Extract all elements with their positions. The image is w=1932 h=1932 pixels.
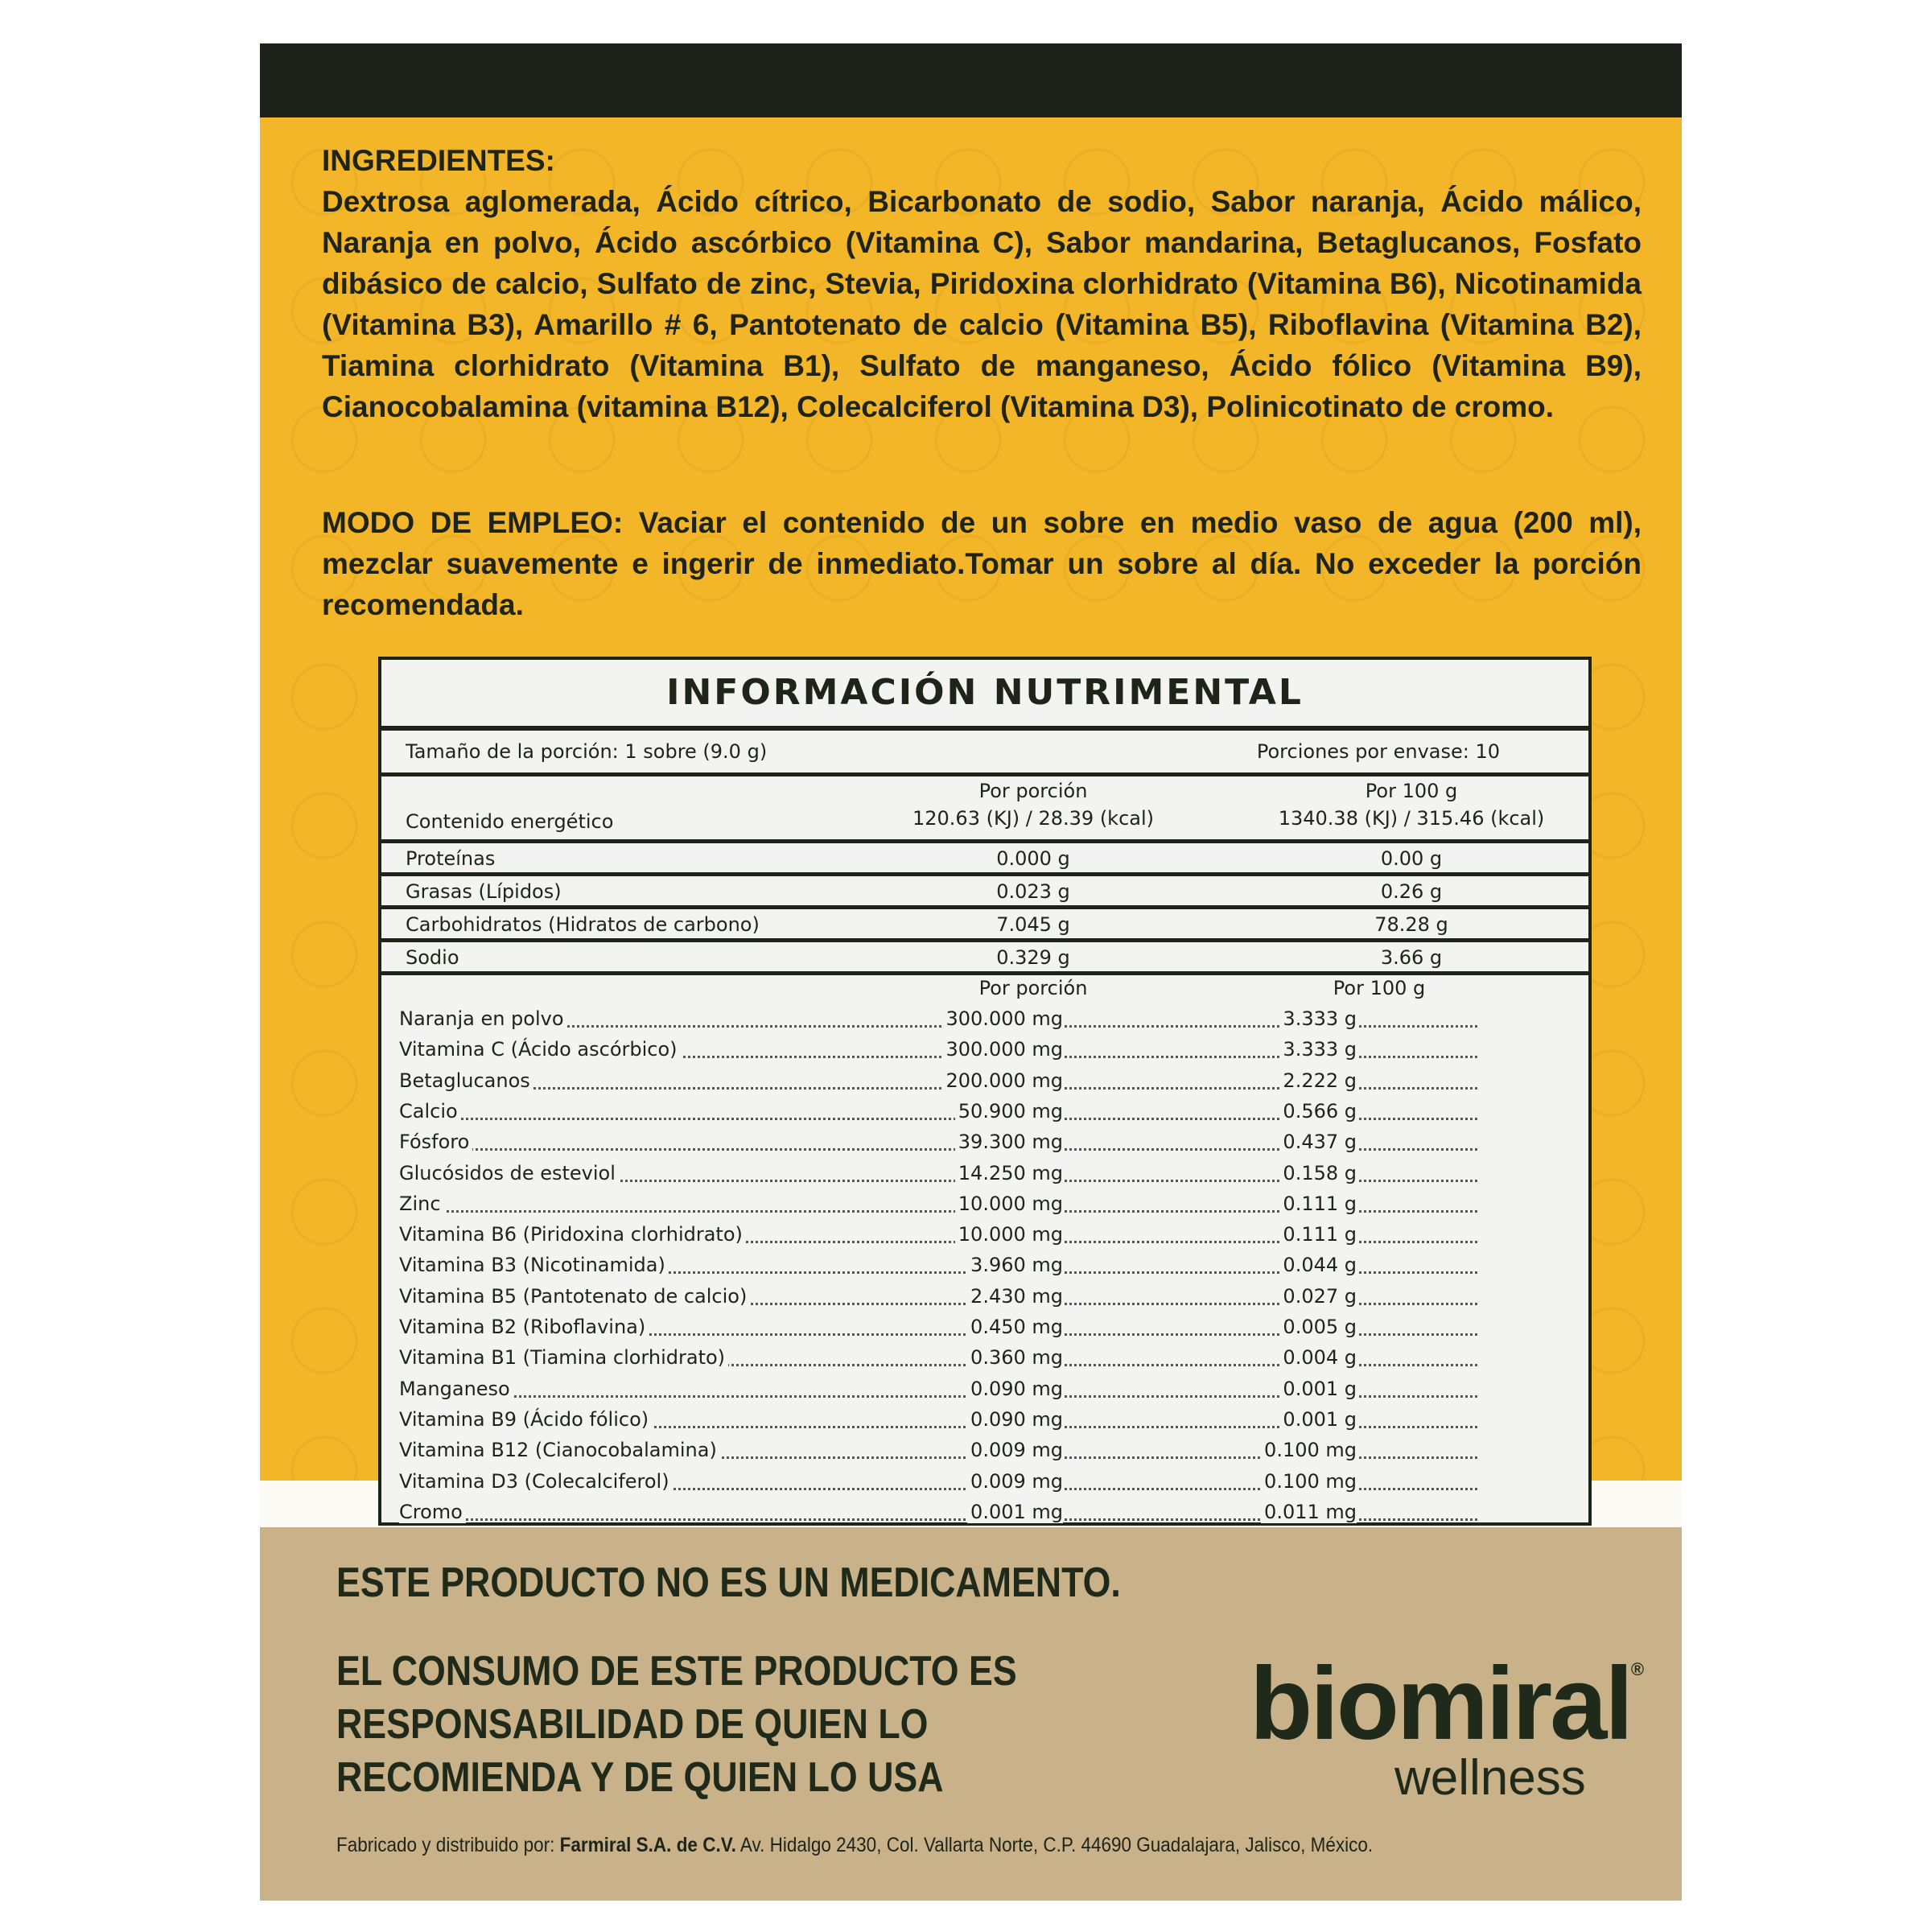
col-per-100g: Por 100 g <box>1365 780 1458 802</box>
micronutrient-row <box>399 1378 1477 1408</box>
macro-per-serving: 0.329 g <box>996 946 1070 969</box>
nutrition-title: INFORMACIÓN NUTRIMENTAL <box>381 660 1588 731</box>
micronutrient-row <box>399 1069 1477 1100</box>
micronutrient-row <box>399 1038 1477 1069</box>
brand-tagline: wellness <box>1394 1750 1586 1806</box>
micronutrient-per-100g: 0.566 g <box>1279 1100 1357 1123</box>
ingredients-heading: INGREDIENTES: <box>322 144 555 177</box>
micronutrient-row <box>399 1193 1477 1223</box>
macro-per-100g: 78.28 g <box>1374 913 1448 936</box>
micronutrient-per-100g: 0.100 mg <box>1261 1439 1357 1461</box>
micronutrient-row <box>399 1316 1477 1346</box>
macro-row <box>381 876 1588 909</box>
nutrition-table <box>378 657 1592 1526</box>
micronutrient-per-100g: 0.111 g <box>1279 1223 1357 1246</box>
micronutrient-per-serving: 300.000 mg <box>943 1038 1064 1061</box>
col-per-serving: Por porción <box>978 977 1088 999</box>
micronutrient-per-serving: 10.000 mg <box>955 1193 1063 1215</box>
energy-per-serving: 120.63 (KJ) / 28.39 (kcal) <box>912 807 1155 830</box>
micronutrient-per-100g: 0.111 g <box>1279 1193 1357 1215</box>
micronutrient-label: Cromo <box>399 1501 466 1523</box>
micronutrient-label: Glucósidos de esteviol <box>399 1162 619 1184</box>
micronutrient-label: Vitamina B1 (Tiamina clorhidrato) <box>399 1346 728 1369</box>
macro-label: Proteínas <box>406 847 496 870</box>
energy-row <box>381 777 1588 843</box>
micronutrient-per-100g: 0.044 g <box>1279 1254 1357 1276</box>
micronutrient-per-100g: 3.333 g <box>1279 1007 1357 1030</box>
micronutrient-per-100g: 0.158 g <box>1279 1162 1357 1184</box>
micronutrient-per-serving: 0.450 mg <box>967 1316 1063 1338</box>
micronutrient-per-100g: 0.437 g <box>1279 1131 1357 1153</box>
micronutrient-per-serving: 39.300 mg <box>955 1131 1063 1153</box>
micronutrient-label: Vitamina B9 (Ácido fólico) <box>399 1408 652 1431</box>
micronutrient-label: Vitamina B2 (Riboflavina) <box>399 1316 649 1338</box>
micronutrient-label: Betaglucanos <box>399 1069 533 1092</box>
micronutrient-row <box>399 1285 1477 1316</box>
micronutrient-per-serving: 300.000 mg <box>943 1007 1064 1030</box>
micronutrient-row <box>399 1007 1477 1038</box>
micronutrient-per-100g: 2.222 g <box>1279 1069 1357 1092</box>
micronutrient-per-serving: 0.009 mg <box>967 1439 1063 1461</box>
micronutrient-row <box>399 1470 1477 1501</box>
serving-size: Tamaño de la porción: 1 sobre (9.0 g) <box>406 740 768 763</box>
micronutrient-per-100g: 0.001 g <box>1279 1408 1357 1431</box>
micronutrient-per-serving: 2.430 mg <box>967 1285 1063 1308</box>
macro-per-100g: 3.66 g <box>1380 946 1443 969</box>
energy-label: Contenido energético <box>406 810 614 833</box>
micronutrient-row <box>399 1501 1477 1531</box>
package-back-panel <box>260 43 1682 1901</box>
col-per-serving: Por porción <box>978 780 1088 802</box>
macro-per-serving: 7.045 g <box>996 913 1070 936</box>
ingredients-section <box>322 140 1642 427</box>
top-band <box>260 43 1682 117</box>
micronutrient-label: Vitamina B6 (Piridoxina clorhidrato) <box>399 1223 746 1246</box>
manufacturer-footer <box>336 1834 1373 1857</box>
col-per-100g: Por 100 g <box>1333 977 1426 999</box>
micronutrient-per-100g: 0.004 g <box>1279 1346 1357 1369</box>
brand-name: biomiral <box>1250 1646 1631 1761</box>
micronutrient-label: Vitamina D3 (Colecalciferol) <box>399 1470 673 1493</box>
micronutrient-per-100g: 0.005 g <box>1279 1316 1357 1338</box>
macro-per-serving: 0.000 g <box>996 847 1070 870</box>
micronutrient-label: Vitamina B3 (Nicotinamida) <box>399 1254 669 1276</box>
micronutrient-per-serving: 0.009 mg <box>967 1470 1063 1493</box>
ingredients-text: Dextrosa aglomerada, Ácido cítrico, Bicarbonato de sodio, Sabor naranja, Ácido málico, Naranja en polvo, Ácido ascórbico (Vitamina C), Sabor mandarina, Betaglucanos, Fosfato dibásico de calcio, Sulfato de zinc, Stevia, Piridoxina clorhidrato (Vitamina B6), Nicotinamida (Vitamina B3), Amarillo # 6, Pantotenato de calcio (Vitamina B5), Riboflavina (Vitamina B2), Tiamina clorhidrato (Vitamina B1), Sulfato de manganeso, Ácido fólico (Vitamina B9), Cianocobalamina (vitamina B12), Colecalciferol (Vitamina D3), Polinicotinato de cromo. <box>322 185 1642 423</box>
micronutrient-row <box>399 1131 1477 1161</box>
micronutrient-row <box>399 1223 1477 1254</box>
macro-row <box>381 942 1588 975</box>
registered-mark: ® <box>1630 1659 1642 1679</box>
footer-prefix: Fabricado y distribuido por: <box>336 1834 560 1856</box>
macro-label: Carbohidratos (Hidratos de carbono) <box>406 913 760 936</box>
macro-row <box>381 843 1588 876</box>
micronutrient-label: Fósforo <box>399 1131 472 1153</box>
micronutrient-row <box>399 1162 1477 1193</box>
warning-line-4: RECOMIENDA Y DE QUIEN LO USA <box>336 1754 944 1801</box>
macro-per-100g: 0.26 g <box>1380 880 1443 903</box>
warning-line-3: RESPONSABILIDAD DE QUIEN LO <box>336 1701 929 1748</box>
macro-row <box>381 909 1588 942</box>
micronutrient-per-serving: 0.090 mg <box>967 1408 1063 1431</box>
micronutrient-per-100g: 0.027 g <box>1279 1285 1357 1308</box>
micronutrient-per-serving: 200.000 mg <box>943 1069 1064 1092</box>
micronutrient-label: Naranja en polvo <box>399 1007 567 1030</box>
micronutrient-per-serving: 14.250 mg <box>955 1162 1063 1184</box>
micronutrient-row <box>399 1439 1477 1469</box>
macro-label: Grasas (Lípidos) <box>406 880 562 903</box>
micronutrient-per-100g: 0.011 mg <box>1261 1501 1357 1523</box>
micronutrient-row <box>399 1408 1477 1439</box>
servings-per-container: Porciones por envase: 10 <box>1256 740 1500 763</box>
brand-logo <box>1250 1645 1642 1763</box>
energy-per-100g: 1340.38 (KJ) / 315.46 (kcal) <box>1278 807 1545 830</box>
micronutrient-label: Zinc <box>399 1193 444 1215</box>
micronutrient-per-serving: 3.960 mg <box>967 1254 1063 1276</box>
warning-not-medicine: ESTE PRODUCTO NO ES UN MEDICAMENTO. <box>336 1559 1121 1606</box>
micronutrient-label: Vitamina B5 (Pantotenato de calcio) <box>399 1285 750 1308</box>
micronutrient-label: Calcio <box>399 1100 461 1123</box>
micronutrient-row <box>399 1346 1477 1377</box>
micronutrient-per-serving: 0.360 mg <box>967 1346 1063 1369</box>
micronutrient-label: Vitamina C (Ácido ascórbico) <box>399 1038 681 1061</box>
micronutrient-per-100g: 0.001 g <box>1279 1378 1357 1400</box>
micronutrient-per-100g: 3.333 g <box>1279 1038 1357 1061</box>
warning-line-2: EL CONSUMO DE ESTE PRODUCTO ES <box>336 1648 1017 1695</box>
micronutrient-per-serving: 0.090 mg <box>967 1378 1063 1400</box>
macro-per-100g: 0.00 g <box>1380 847 1443 870</box>
macro-per-serving: 0.023 g <box>996 880 1070 903</box>
usage-section <box>322 502 1642 625</box>
usage-text: Vaciar el contenido de un sobre en medio vaso de agua (200 ml), mezclar suavemente e ingerir de inmediato.Tomar un sobre al día. No exceder la porción recomendada. <box>322 506 1642 621</box>
micronutrient-per-serving: 0.001 mg <box>967 1501 1063 1523</box>
serving-row <box>381 731 1588 777</box>
micronutrient-per-100g: 0.100 mg <box>1261 1470 1357 1493</box>
usage-heading: MODO DE EMPLEO: <box>322 506 624 539</box>
micronutrient-row <box>399 1100 1477 1131</box>
footer-company: Farmiral S.A. de C.V. <box>559 1834 736 1856</box>
macro-label: Sodio <box>406 946 459 969</box>
footer-address: Av. Hidalgo 2430, Col. Vallarta Norte, C.P. 44690 Guadalajara, Jalisco, México. <box>735 1834 1374 1856</box>
micronutrient-row <box>399 1254 1477 1284</box>
micronutrient-label: Manganeso <box>399 1378 513 1400</box>
micronutrient-per-serving: 10.000 mg <box>955 1223 1063 1246</box>
micronutrient-per-serving: 50.900 mg <box>955 1100 1063 1123</box>
micronutrient-label: Vitamina B12 (Cianocobalamina) <box>399 1439 720 1461</box>
